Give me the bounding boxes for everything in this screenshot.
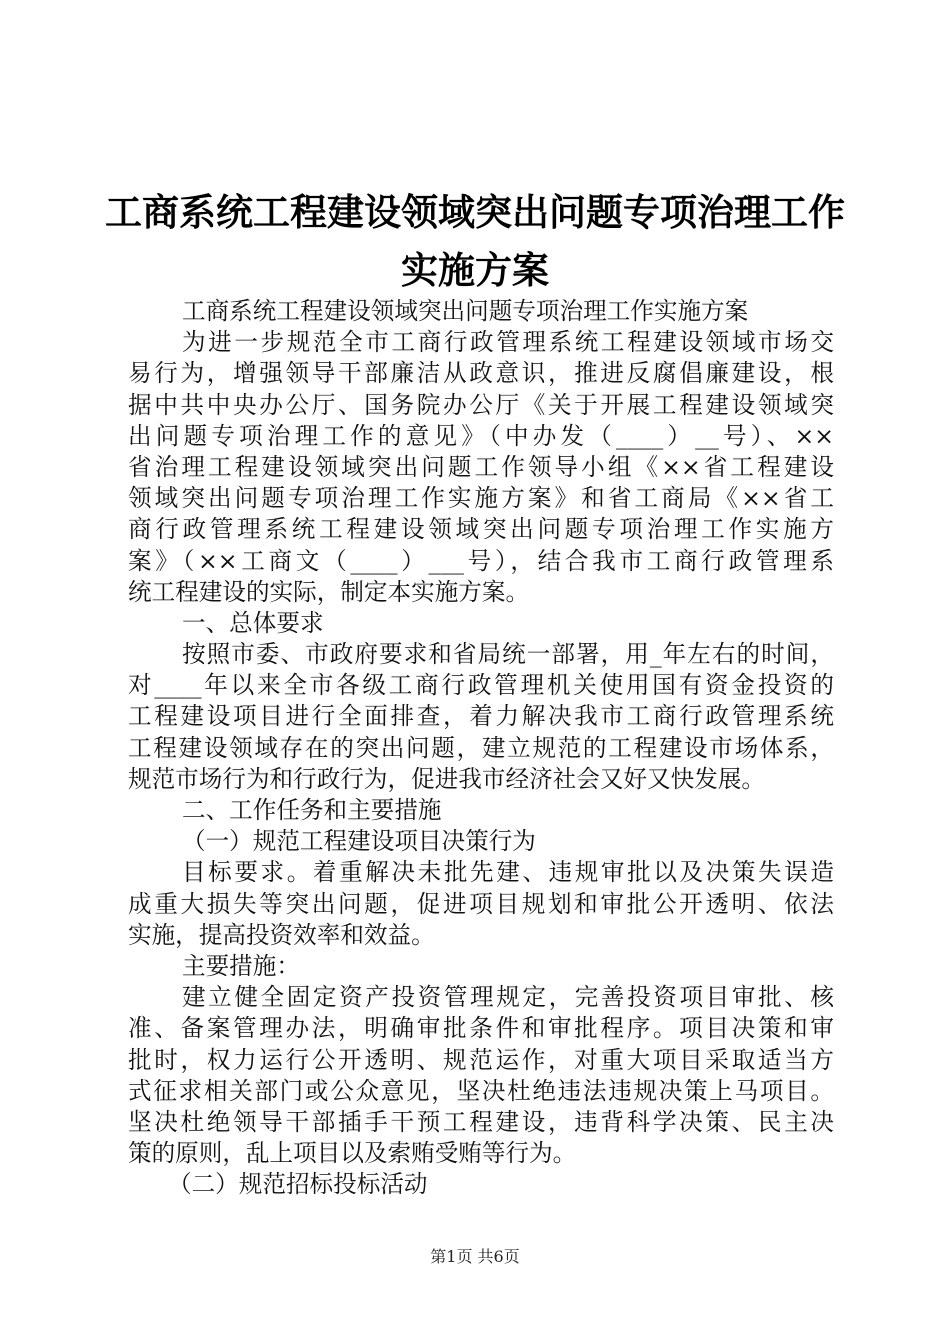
- body-line: 工程建设项目进行全面排查，着力解决我市工商行政管理系统: [128, 702, 834, 731]
- body-line: 主要措施：: [182, 951, 300, 980]
- document-body: [128, 296, 834, 1200]
- subsection-heading: （二）规范招标投标活动: [168, 1170, 428, 1199]
- body-line: 工程建设领域存在的突出问题，建立规范的工程建设市场体系，: [128, 733, 834, 762]
- body-line: 出问题专项治理工作的意见》（中办发（____）__号）、××: [128, 421, 834, 450]
- body-line: 坚决杜绝领导干部插手干预工程建设，违背科学决策、民主决: [128, 1107, 834, 1136]
- body-line: 目标要求。着重解决未批先建、违规审批以及决策失误造: [182, 858, 834, 887]
- body-line: 实施，提高投资效率和效益。: [128, 920, 435, 949]
- body-line: 省治理工程建设领域突出问题工作领导小组《××省工程建设: [128, 452, 834, 481]
- body-line: 统工程建设的实际，制定本实施方案。: [128, 577, 530, 606]
- body-line: 式征求相关部门或公众意见，坚决杜绝违法违规决策上马项目。: [128, 1076, 834, 1105]
- body-line: 准、备案管理办法，明确审批条件和审批程序。项目决策和审: [128, 1014, 834, 1043]
- body-line: 策的原则，乱上项目以及索贿受贿等行为。: [128, 1139, 577, 1168]
- body-line: 为进一步规范全市工商行政管理系统工程建设领域市场交: [182, 328, 834, 357]
- document-title-line-1: 工商系统工程建设领域突出问题专项治理工作: [105, 190, 845, 234]
- body-line: 商行政管理系统工程建设领域突出问题专项治理工作实施方: [128, 515, 834, 544]
- body-line: 案》（××工商文（____）___号），结合我市工商行政管理系: [128, 546, 834, 575]
- section-heading: 一、总体要求: [182, 608, 324, 637]
- body-line: 工商系统工程建设领域突出问题专项治理工作实施方案: [182, 297, 749, 325]
- body-line: 领域突出问题专项治理工作实施方案》和省工商局《××省工: [128, 484, 834, 513]
- section-heading: 二、工作任务和主要措施: [182, 796, 442, 824]
- body-line: 按照市委、市政府要求和省局统一部署，用_年左右的时间，: [182, 640, 834, 669]
- body-line: 成重大损失等突出问题，促进项目规划和审批公开透明、依法: [128, 889, 834, 918]
- body-line: 易行为，增强领导干部廉洁从政意识，推进反腐倡廉建设，根: [128, 359, 834, 388]
- body-line: 对____年以来全市各级工商行政管理机关使用国有资金投资的: [128, 671, 834, 700]
- body-line: 建立健全固定资产投资管理规定，完善投资项目审批、核: [182, 983, 834, 1012]
- page-number-footer: 第1页 共6页: [430, 1247, 520, 1266]
- body-line: 据中共中央办公厅、国务院办公厅《关于开展工程建设领域突: [128, 390, 834, 419]
- document-title-line-2: 实施方案: [401, 248, 549, 292]
- body-line: 规范市场行为和行政行为，促进我市经济社会又好又快发展。: [128, 764, 766, 793]
- body-line: 批时，权力运行公开透明、规范运作，对重大项目采取适当方: [128, 1045, 834, 1074]
- subsection-heading: （一）规范工程建设项目决策行为: [182, 827, 536, 856]
